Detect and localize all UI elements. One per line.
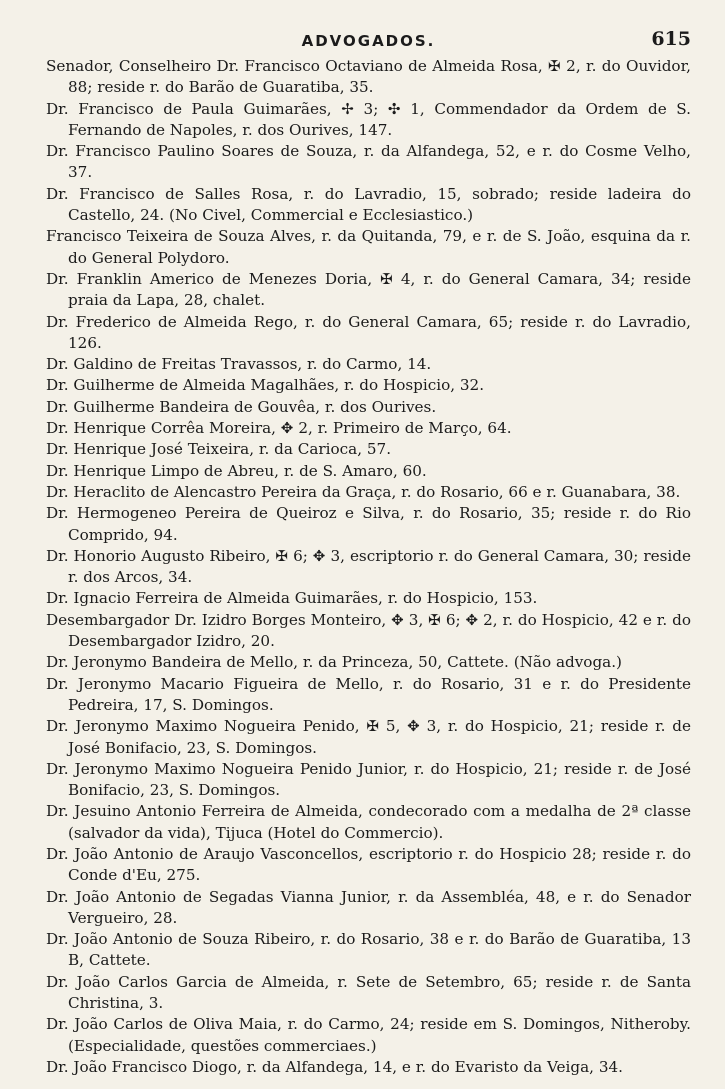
list-item: Desembargador Dr. Izidro Borges Monteiro, ✥ 3, ✠ 6; ✥ 2, r. do Hospicio, 42 e r. do Desembargador Izidro, 20. [46, 610, 691, 651]
list-item: Dr. João Antonio de Araujo Vasconcellos, escriptorio r. do Hospicio 28; reside r. do Conde d'Eu, 275. [46, 844, 691, 885]
entry-list [46, 56, 691, 1078]
section-title: ADVOGADOS. [301, 32, 436, 50]
page-number: 615 [651, 28, 691, 50]
list-item: Dr. Francisco de Salles Rosa, r. do Lavradio, 15, sobrado; reside ladeira do Castello, 24. (No Civel, Commercial e Ecclesiastico.) [46, 184, 691, 225]
list-item: Dr. João Antonio de Segadas Vianna Junior, r. da Assembléa, 48, e r. do Senador Vergueiro, 28. [46, 887, 691, 927]
list-item: Dr. Ignacio Ferreira de Almeida Guimarães, r. do Hospicio, 153. [46, 589, 538, 608]
list-item: Dr. João Francisco Diogo, r. da Alfandega, 14, e r. do Evaristo da Veiga, 34. [46, 1057, 623, 1076]
list-item: Dr. João Antonio de Souza Ribeiro, r. do Rosario, 38 e r. do Barão de Guaratiba, 13 B, Cattete. [46, 930, 691, 970]
list-item: Dr. Galdino de Freitas Travassos, r. do Carmo, 14. [46, 355, 432, 374]
list-item: Dr. Henrique Limpo de Abreu, r. de S. Amaro, 60. [46, 461, 427, 480]
list-item: Dr. Jeronymo Maximo Nogueira Penido, ✠ 5, ✥ 3, r. do Hospicio, 21; reside r. de José Bonifacio, 23, S. Domingos. [46, 717, 691, 757]
list-item: Dr. João Carlos de Oliva Maia, r. do Carmo, 24; reside em S. Domingos, Nitheroby. (Especialidade, questões commerciaes.) [46, 1015, 691, 1055]
list-item: Dr. Hermogeneo Pereira de Queiroz e Silva, r. do Rosario, 35; reside r. do Rio Comprido, 94. [46, 504, 691, 544]
list-item: Francisco Teixeira de Souza Alves, r. da Quitanda, 79, e r. de S. João, esquina da r. do General Polydoro. [46, 227, 691, 267]
list-item: Senador, Conselheiro Dr. Francisco Octaviano de Almeida Rosa, ✠ 2, r. do Ouvidor, 88; reside r. do Barão de Guaratiba, 35. [46, 57, 691, 97]
list-item: Dr. Guilherme de Almeida Magalhães, r. do Hospicio, 32. [46, 376, 485, 395]
list-item: Dr. Henrique José Teixeira, r. da Carioca, 57. [46, 440, 392, 459]
list-item: Dr. Honorio Augusto Ribeiro, ✠ 6; ✥ 3, escriptorio r. do General Camara, 30; reside r. dos Arcos, 34. [46, 546, 691, 587]
page-header [46, 26, 691, 56]
list-item: Dr. Heraclito de Alencastro Pereira da Graça, r. do Rosario, 66 e r. Guanabara, 38. [46, 482, 681, 501]
list-item: Dr. Francisco de Paula Guimarães, ✢ 3; ✣ 1, Commendador da Ordem de S. Fernando de Napoles, r. dos Ourives, 147. [46, 99, 691, 139]
list-item: Dr. Franklin Americo de Menezes Doria, ✠ 4, r. do General Camara, 34; reside praia da Lapa, 28, chalet. [46, 269, 691, 310]
list-item: Dr. Jeronymo Bandeira de Mello, r. da Princeza, 50, Cattete. (Não advoga.) [46, 653, 622, 672]
list-item: Dr. Henrique Corrêa Moreira, ✥ 2, r. Primeiro de Março, 64. [46, 419, 512, 438]
list-item: Dr. Frederico de Almeida Rego, r. do General Camara, 65; reside r. do Lavradio, 126. [46, 312, 691, 352]
list-item: Dr. Jeronymo Macario Figueira de Mello, r. do Rosario, 31 e r. do Presidente Pedreira, 17, S. Domingos. [46, 674, 691, 714]
list-item: Dr. Jesuino Antonio Ferreira de Almeida, condecorado com a medalha de 2ª classe (salvador da vida), Tijuca (Hotel do Commercio). [46, 802, 691, 842]
list-item: Dr. João Carlos Garcia de Almeida, r. Sete de Setembro, 65; reside r. de Santa Christina, 3. [46, 972, 691, 1013]
list-item: Dr. Francisco Paulino Soares de Souza, r. da Alfandega, 52, e r. do Cosme Velho, 37. [46, 142, 691, 182]
list-item: Dr. Guilherme Bandeira de Gouvêa, r. dos Ourives. [46, 397, 437, 416]
list-item: Dr. Jeronymo Maximo Nogueira Penido Junior, r. do Hospicio, 21; reside r. de José Bonifacio, 23, S. Domingos. [46, 759, 691, 800]
